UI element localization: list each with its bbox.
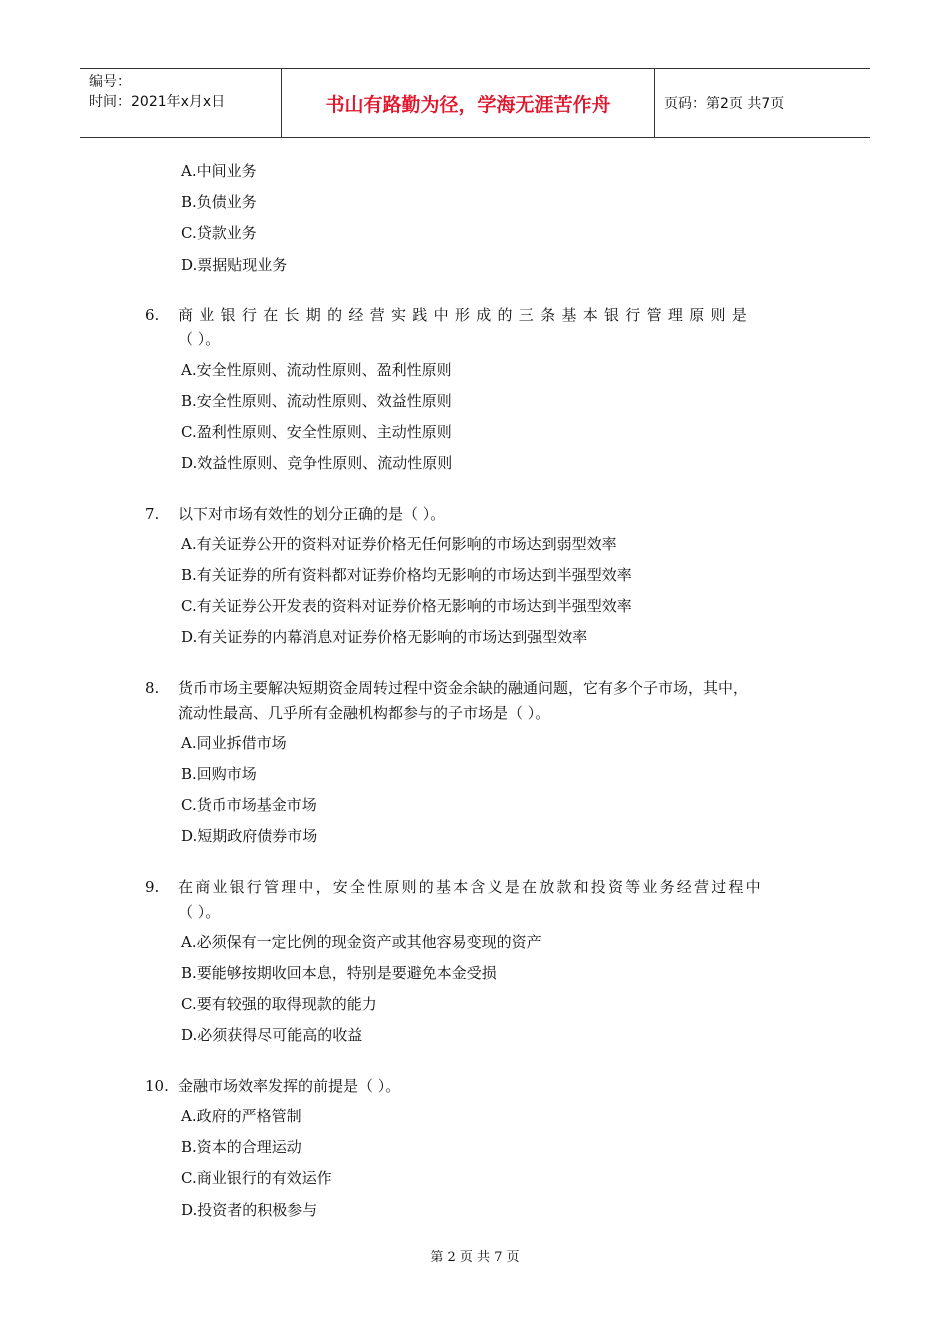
option-line: D.票据贴现业务 — [181, 256, 288, 274]
question-number: 6. — [145, 306, 160, 324]
option-line: A.安全性原则、流动性原则、盈利性原则 — [181, 361, 452, 379]
question-number: 7. — [145, 505, 160, 523]
option-line: B.负债业务 — [181, 193, 257, 211]
option-line: D.效益性原则、竞争性原则、流动性原则 — [181, 454, 453, 472]
question-text: 流动性最高、几乎所有金融机构都参与的子市场是（ ）。 — [178, 704, 551, 722]
question-text: 商业银行在长期的经营实践中形成的三条基本银行管理原则是 — [178, 306, 754, 324]
option-line: B.回购市场 — [181, 765, 257, 783]
option-line: C.贷款业务 — [181, 224, 257, 242]
question-text: （ ）。 — [178, 903, 221, 921]
question-number: 8. — [145, 679, 160, 697]
question-number: 10. — [145, 1077, 169, 1095]
option-line: A.必须保有一定比例的现金资产或其他容易变现的资产 — [181, 933, 542, 951]
option-line: B.要能够按期收回本息，特别是要避免本金受损 — [181, 964, 497, 982]
option-line: C.盈利性原则、安全性原则、主动性原则 — [181, 423, 452, 441]
option-line: A.中间业务 — [181, 162, 257, 180]
serial-number-label: 编号： — [89, 74, 131, 90]
option-line: A.有关证券公开的资料对证券价格无任何影响的市场达到弱型效率 — [181, 535, 617, 553]
option-line: B.资本的合理运动 — [181, 1138, 302, 1156]
option-line: C.要有较强的取得现款的能力 — [181, 995, 377, 1013]
question-text: 以下对市场有效性的划分正确的是（ ）。 — [178, 505, 446, 523]
option-line: C.商业银行的有效运作 — [181, 1169, 332, 1187]
header-page-info: 页码：第2页 共7页 — [664, 96, 785, 112]
page-footer: 第 2 页 共 7 页 — [430, 1250, 520, 1265]
question-text: （ ）。 — [178, 330, 221, 348]
question-text: 金融市场效率发挥的前提是（ ）。 — [178, 1077, 401, 1095]
option-line: D.必须获得尽可能高的收益 — [181, 1026, 363, 1044]
option-line: B.安全性原则、流动性原则、效益性原则 — [181, 392, 452, 410]
option-line: D.有关证券的内幕消息对证券价格无影响的市场达到强型效率 — [181, 628, 588, 646]
option-line: C.有关证券公开发表的资料对证券价格无影响的市场达到半强型效率 — [181, 597, 632, 615]
header-meta-cell — [80, 69, 282, 137]
option-line: D.投资者的积极参与 — [181, 1201, 318, 1219]
option-line: A.同业拆借市场 — [181, 734, 287, 752]
date-label: 时间：2021年x月x日 — [89, 94, 226, 110]
header-motto: 书山有路勤为径，学海无涯苦作舟 — [282, 69, 655, 137]
question-text: 货币市场主要解决短期资金周转过程中资金余缺的融通问题，它有多个子市场，其中， — [178, 679, 749, 697]
page-header — [80, 68, 870, 138]
option-line: C.货币市场基金市场 — [181, 796, 317, 814]
option-line: A.政府的严格管制 — [181, 1107, 302, 1125]
question-text: 在商业银行管理中，安全性原则的基本含义是在放款和投资等业务经营过程中 — [178, 878, 763, 896]
option-line: B.有关证券的所有资料都对证券价格均无影响的市场达到半强型效率 — [181, 566, 632, 584]
option-line: D.短期政府债券市场 — [181, 827, 318, 845]
question-number: 9. — [145, 878, 160, 896]
